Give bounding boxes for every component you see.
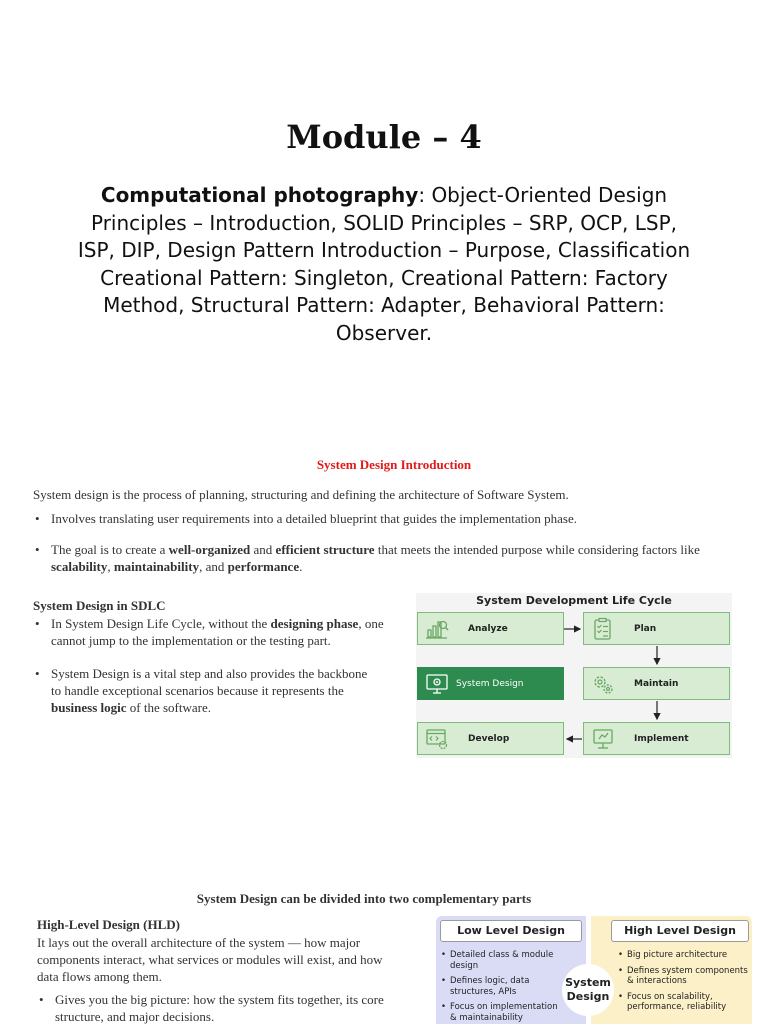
hld-item: • Defines system components & interactions	[617, 966, 751, 987]
sdlc-step-label: Implement	[634, 733, 689, 744]
center-line-2: Design	[566, 990, 610, 1003]
summary-text: : Object-Oriented Design Principles – Introduction, SOLID Principles – SRP, OCP, LSP, ISP, DIP, Design Pattern Introduction – Purpose, Classification	[77, 183, 691, 262]
sdlc-bullets	[33, 615, 398, 649]
hld-bullet-1: • Gives you the big picture: how the system fits together, its core structure, and major decisions.	[37, 991, 402, 1025]
system-design-center	[562, 964, 614, 1016]
intro-bullets-2	[33, 541, 753, 575]
sdlc-heading: System Design in SDLC	[33, 598, 166, 613]
text-span: ,	[107, 559, 114, 574]
text-span: and	[250, 542, 276, 557]
bold-span: scalability	[51, 559, 108, 574]
hld-text: It lays out the overall architecture of the system — how major components interact, what services or modules will exist, and how data flows among them.	[37, 935, 383, 984]
hld-panel	[591, 916, 752, 1024]
hld-item: • Big picture architecture	[617, 950, 751, 961]
sdlc-bullet-2	[33, 665, 368, 716]
lld-item: • Defines logic, data structures, APIs	[440, 976, 562, 997]
sdlc-step-label: Maintain	[634, 678, 679, 689]
text-span: that meets the intended purpose while considering factors like	[374, 542, 700, 557]
lld-list	[440, 950, 562, 1028]
parts-heading: System Design can be divided into two complementary parts	[196, 891, 532, 906]
sdlc-diagram	[416, 593, 732, 758]
summary-text-2: Creational Pattern: Singleton, Creational Pattern: Factory Method, Structural Pattern: Adapter, Behavioral Pattern: Observer.	[100, 265, 668, 345]
intro-definition: System design is the process of planning, structuring and defining the architecture of Software System.	[33, 487, 569, 502]
bold-span: business logic	[51, 700, 127, 715]
module-title: Module – 4	[286, 118, 482, 156]
text-span: In System Design Life Cycle, without the	[51, 616, 271, 631]
lld-item: • Detailed class & module design	[440, 950, 562, 971]
sdlc-arrows	[416, 593, 732, 758]
lld-title: Low Level Design	[440, 920, 582, 942]
intro-bullet-1: • Involves translating user requirements into a detailed blueprint that guides the implementation phase.	[33, 510, 753, 527]
summary-bold: Computational photography	[100, 183, 419, 207]
bold-span: performance	[227, 559, 300, 574]
sdlc-step-label: Plan	[634, 623, 657, 634]
hld-heading: High-Level Design (HLD)	[37, 917, 180, 932]
text-span: .	[299, 559, 303, 574]
intro-heading: System Design Introduction	[316, 457, 472, 472]
sdlc-diagram-title: System Development Life Cycle	[476, 594, 672, 607]
bold-span: maintainability	[113, 559, 200, 574]
hld-item: • Focus on scalability, performance, reliability	[617, 992, 751, 1013]
intro-bullets	[33, 510, 753, 527]
text-span: System Design is a vital step and also provides the backbone to handle exceptional scenarios because it represents the	[51, 666, 368, 698]
text-span: , and	[199, 559, 228, 574]
design-diagram	[436, 916, 752, 1024]
module-summary	[70, 182, 698, 347]
sdlc-step-label: System Design	[456, 678, 524, 689]
sdlc-step-label: Analyze	[468, 623, 508, 634]
hld-list	[617, 950, 751, 1018]
sdlc-bullet-1	[33, 615, 398, 649]
bold-span: efficient structure	[275, 542, 375, 557]
sdlc-bullets-2	[33, 665, 368, 716]
lld-panel	[436, 916, 586, 1024]
sdlc-step-label: Develop	[468, 733, 510, 744]
text-span: , one cannot jump to the implementation or the testing part.	[51, 616, 384, 648]
lld-item: • Focus on implementation & maintainability	[440, 1002, 562, 1023]
bold-span: well-organized	[168, 542, 251, 557]
text-span: of the software.	[126, 700, 211, 715]
bold-span: designing phase	[270, 616, 359, 631]
intro-bullet-2	[33, 541, 753, 575]
hld-title: High Level Design	[611, 920, 749, 942]
hld-bullets	[37, 991, 402, 1025]
text-span: The goal is to create a	[51, 542, 169, 557]
center-line-1: System	[565, 976, 611, 989]
